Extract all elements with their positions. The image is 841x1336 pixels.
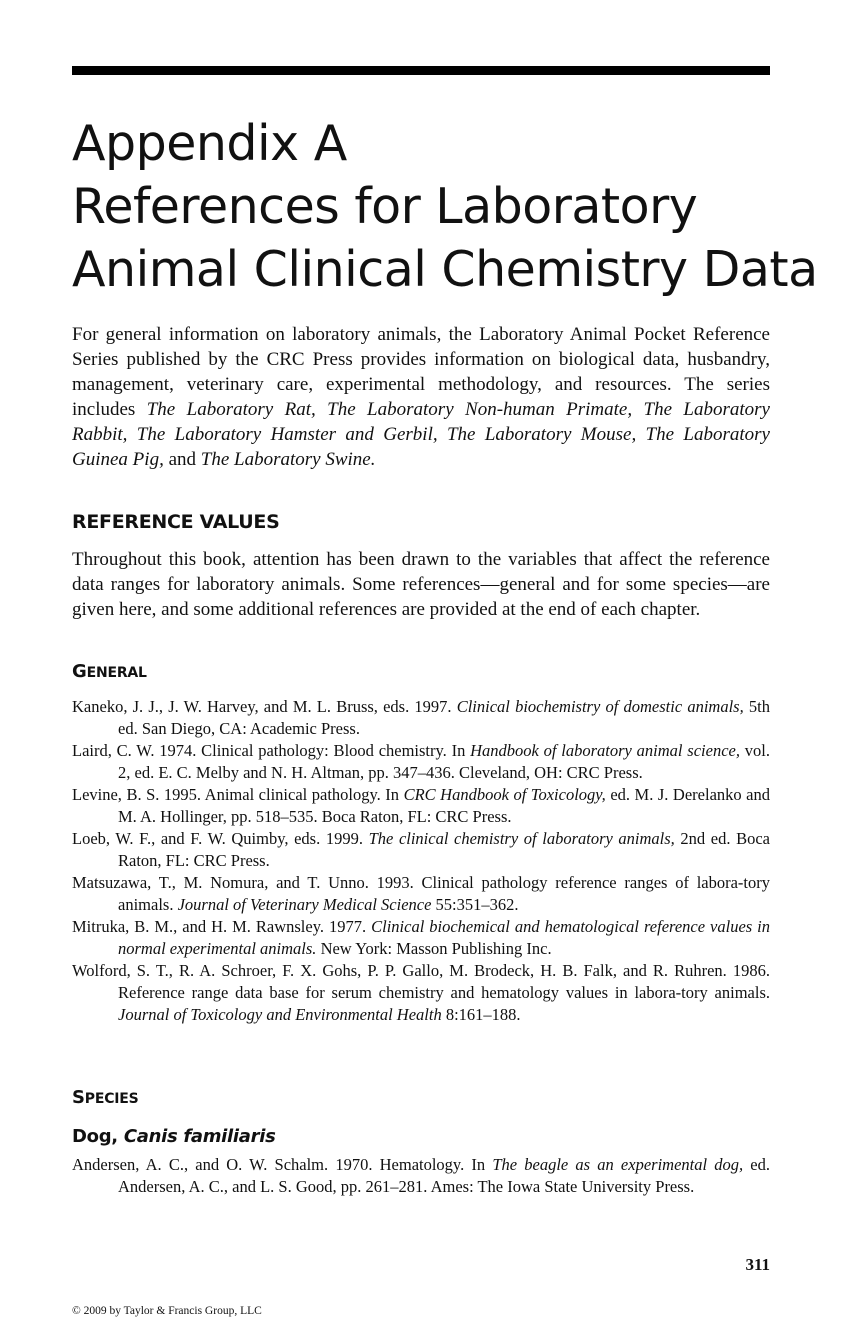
reference-title: Clinical biochemical and hematological reference values in normal experimental animals. — [118, 917, 771, 958]
copyright-notice: © 2009 by Taylor & Francis Group, LLC — [72, 1305, 262, 1317]
page-number: 311 — [745, 1255, 770, 1274]
reference-entry — [72, 828, 770, 872]
intro-text: For general information on laboratory animals, the Laboratory Animal Pocket Reference Series published by the CRC Press provides information on biological data, husbandry, management, veterinary care, experimental methodology, and resources. The series includes — [72, 324, 770, 420]
reference-text: Laird, C. W. 1974. Clinical pathology: Blood chemistry. In — [72, 741, 471, 760]
reference-values-paragraph: Throughout this book, attention has been drawn to the variables that affect the reference data ranges for laboratory animals. Some references—general and for some species—are given here, and some additional references are provided at the end of each chapter. — [72, 549, 770, 620]
reference-tail: ed. M. J. Derelanko and M. A. Hollinger, pp. 518–535. Boca Raton, FL: CRC Press. — [118, 785, 770, 826]
intro-series-titles: The Laboratory Rat, The Laboratory Non-human Primate, The Laboratory Rabbit, The Laboratory Hamster and Gerbil, The Laboratory Mouse, The Laboratory Guinea Pig, — [72, 399, 770, 470]
reference-entry — [72, 696, 770, 740]
reference-entry — [72, 1154, 770, 1198]
reference-entry — [72, 740, 770, 784]
reference-tail: vol. 2, ed. E. C. Melby and N. H. Altman, pp. 347–436. Cleveland, OH: CRC Press. — [118, 741, 770, 782]
title-line-1: References for Laboratory — [72, 178, 698, 235]
reference-tail: 5th ed. San Diego, CA: Academic Press. — [118, 697, 771, 738]
dog-latin-name: Canis familiaris — [123, 1126, 276, 1147]
dog-common-name: Dog, — [72, 1126, 124, 1147]
reference-text: Levine, B. S. 1995. Animal clinical pathology. In — [72, 785, 404, 804]
reference-tail: 2nd ed. Boca Raton, FL: CRC Press. — [118, 829, 770, 870]
title-line-2: Animal Clinical Chemistry Data — [72, 241, 818, 298]
general-reference-list — [72, 696, 770, 1026]
reference-title: The clinical chemistry of laboratory animals, — [368, 829, 675, 848]
reference-text: Loeb, W. F., and F. W. Quimby, eds. 1999. — [72, 829, 369, 848]
reference-title: CRC Handbook of Toxicology, — [403, 785, 606, 804]
reference-title: Journal of Toxicology and Environmental Health — [118, 1005, 442, 1024]
general-heading: GENERAL — [72, 661, 147, 682]
reference-title: Handbook of laboratory animal science, — [470, 741, 740, 760]
dog-reference-list — [72, 1154, 770, 1198]
reference-tail: 55:351–362. — [431, 895, 519, 914]
reference-entry — [72, 784, 770, 828]
intro-and: and — [163, 449, 201, 470]
reference-entry — [72, 916, 770, 960]
intro-last-title: The Laboratory Swine. — [200, 449, 376, 470]
reference-text: Matsuzawa, T., M. Nomura, and T. Unno. 1993. Clinical pathology reference ranges of labora-tory animals. — [72, 873, 770, 914]
reference-title: The beagle as an experimental dog, — [492, 1155, 744, 1174]
intro-paragraph — [72, 322, 770, 472]
reference-values-heading: REFERENCE VALUES — [72, 511, 280, 533]
reference-text: Andersen, A. C., and O. W. Schalm. 1970. Hematology. In — [72, 1155, 493, 1174]
reference-tail: New York: Masson Publishing Inc. — [316, 939, 552, 958]
reference-text: Kaneko, J. J., J. W. Harvey, and M. L. Bruss, eds. 1997. — [72, 697, 457, 716]
reference-text: Wolford, S. T., R. A. Schroer, F. X. Gohs, P. P. Gallo, M. Brodeck, H. B. Falk, and R. Ruhren. 1986. Reference range data base for serum chemistry and hematology values in labora-tory animals. — [72, 961, 770, 1002]
reference-text: Mitruka, B. M., and H. M. Rawnsley. 1977. — [72, 917, 372, 936]
appendix-label: Appendix A — [72, 115, 347, 172]
dog-heading — [72, 1124, 275, 1150]
reference-tail: ed. Andersen, A. C., and L. S. Good, pp. 261–281. Ames: The Iowa State University Press. — [118, 1155, 770, 1196]
reference-title: Journal of Veterinary Medical Science — [177, 895, 432, 914]
chapter-title — [72, 112, 818, 301]
reference-entry — [72, 872, 770, 916]
species-heading: SPECIES — [72, 1087, 139, 1108]
reference-entry — [72, 960, 770, 1026]
top-rule — [72, 66, 770, 75]
reference-tail: 8:161–188. — [441, 1005, 521, 1024]
reference-title: Clinical biochemistry of domestic animals, — [456, 697, 744, 716]
